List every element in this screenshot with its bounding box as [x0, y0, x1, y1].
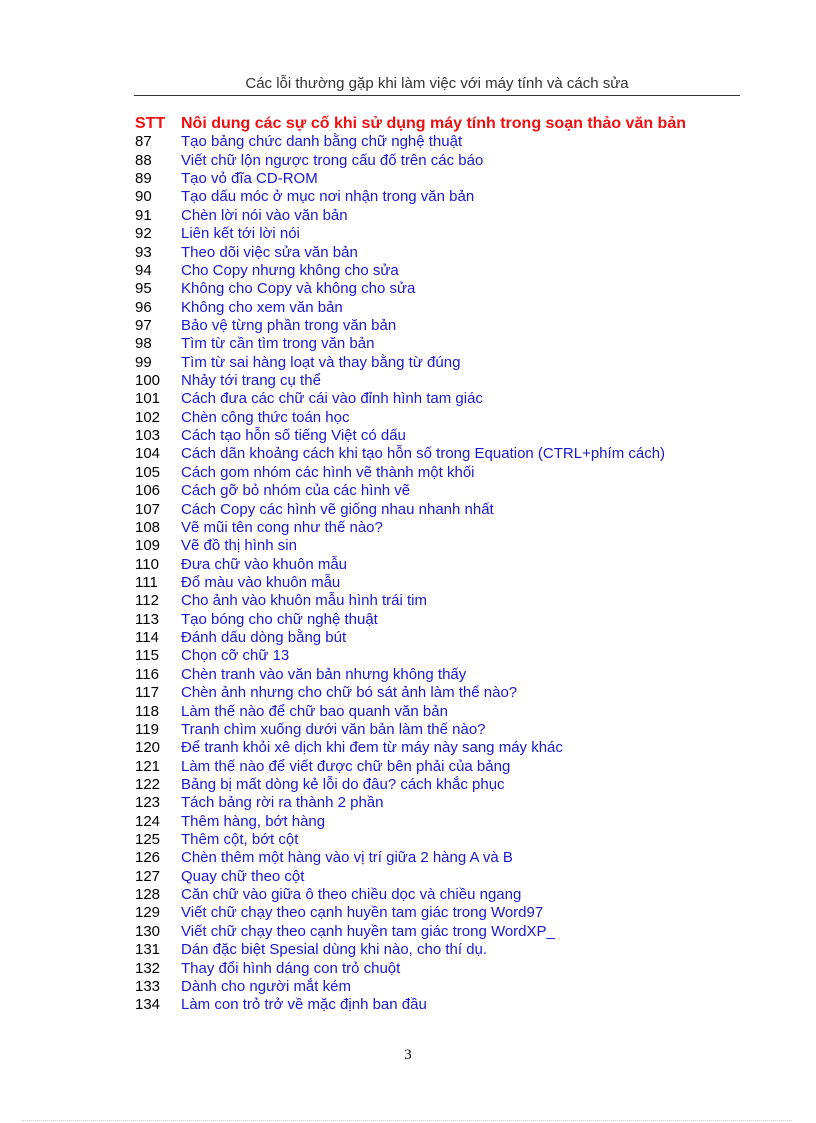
row-text: Viết chữ chạy theo cạnh huyền tam giác trong WordXP_	[181, 922, 555, 940]
table-row	[135, 519, 755, 537]
row-text: Không cho Copy và không cho sửa	[181, 280, 416, 298]
row-number: 127	[135, 867, 161, 885]
row-text: Tách bảng rời ra thành 2 phần	[181, 794, 384, 812]
table-row	[135, 813, 755, 831]
table-row	[135, 409, 755, 427]
header-rule	[134, 95, 740, 96]
row-number: 125	[135, 831, 161, 849]
row-text: Tạo vỏ đĩa CD-ROM	[181, 170, 318, 188]
row-number: 119	[135, 720, 159, 738]
row-text: Chèn tranh vào văn bản nhưng không thấy	[181, 665, 467, 683]
row-text: Căn chữ vào giữa ô theo chiều dọc và chiều ngang	[181, 886, 522, 904]
row-number: 104	[135, 445, 161, 463]
row-text: Vẽ mũi tên cong như thế nào?	[181, 518, 383, 536]
table-row	[135, 317, 755, 335]
table-row	[135, 299, 755, 317]
row-text: Chèn ảnh nhưng cho chữ bó sát ảnh làm thế nào?	[181, 684, 518, 702]
table-row	[135, 960, 755, 978]
row-text: Chèn thêm một hàng vào vị trí giữa 2 hàng A và B	[181, 849, 513, 867]
table-row	[135, 152, 755, 170]
row-text: Cho ảnh vào khuôn mẫu hình trái tim	[181, 592, 427, 610]
row-number: 117	[135, 684, 159, 702]
row-number: 108	[135, 518, 161, 536]
row-text: Tạo dấu móc ở mục nơi nhận trong văn bản	[181, 188, 475, 206]
row-number: 129	[135, 904, 161, 922]
column-header-stt: STT	[135, 115, 166, 132]
table-row	[135, 445, 755, 463]
table-rows	[135, 133, 755, 1014]
row-text: Bảo vệ từng phần trong văn bản	[181, 316, 397, 334]
row-text: Viết chữ chạy theo cạnh huyền tam giác trong Word97	[181, 904, 544, 922]
row-text: Cách Copy các hình vẽ giống nhau nhanh nhất	[181, 500, 494, 518]
row-text: Để tranh khỏi xê dịch khi đem từ máy này sang máy khác	[181, 739, 563, 757]
row-text: Làm thế nào để chữ bao quanh văn bản	[181, 702, 448, 720]
row-text: Chèn công thức toán học	[181, 408, 350, 426]
page-bottom-border	[22, 1120, 792, 1121]
row-text: Dành cho người mắt kém	[181, 977, 351, 995]
table-row	[135, 647, 755, 665]
row-number: 103	[135, 427, 161, 445]
table-row	[135, 427, 755, 445]
row-number: 91	[135, 206, 152, 224]
row-text: Tạo bảng chức danh bằng chữ nghệ thuật	[181, 133, 463, 151]
row-number: 113	[135, 610, 159, 628]
row-number: 112	[135, 592, 159, 610]
table-row	[135, 611, 755, 629]
row-number: 98	[135, 335, 152, 353]
row-number: 92	[135, 225, 152, 243]
table-row	[135, 703, 755, 721]
table-row	[135, 537, 755, 555]
row-number: 124	[135, 812, 161, 830]
row-number: 90	[135, 188, 152, 206]
table-row	[135, 207, 755, 225]
table-row	[135, 758, 755, 776]
row-number: 97	[135, 316, 152, 334]
table-row	[135, 244, 755, 262]
row-number: 89	[135, 170, 152, 188]
table-row	[135, 739, 755, 757]
table-row	[135, 868, 755, 886]
table-row	[135, 372, 755, 390]
table-row	[135, 464, 755, 482]
contents-table	[135, 115, 755, 1015]
table-row	[135, 996, 755, 1014]
table-row	[135, 335, 755, 353]
row-number: 110	[135, 555, 159, 573]
row-number: 128	[135, 886, 161, 904]
table-row	[135, 188, 755, 206]
row-text: Làm con trỏ trở về mặc định ban đầu	[181, 996, 427, 1014]
table-row	[135, 390, 755, 408]
row-text: Thêm cột, bớt cột	[181, 831, 299, 849]
row-number: 133	[135, 977, 161, 995]
table-row	[135, 978, 755, 996]
row-number: 106	[135, 482, 161, 500]
row-text: Đổ màu vào khuôn mẫu	[181, 573, 341, 591]
row-text: Cách đưa các chữ cái vào đỉnh hình tam giác	[181, 390, 483, 408]
page-number: 3	[404, 1047, 412, 1063]
row-number: 105	[135, 463, 161, 481]
row-number: 114	[135, 629, 159, 647]
row-text: Không cho xem văn bản	[181, 298, 343, 316]
row-number: 109	[135, 537, 161, 555]
row-number: 93	[135, 243, 152, 261]
table-row	[135, 482, 755, 500]
row-text: Cách gỡ bỏ nhóm của các hình vẽ	[181, 482, 411, 500]
row-text: Cho Copy nhưng không cho sửa	[181, 261, 399, 279]
table-row	[135, 666, 755, 684]
row-text: Làm thế nào để viết được chữ bên phải của bảng	[181, 757, 511, 775]
table-row	[135, 262, 755, 280]
row-text: Vẽ đồ thị hình sin	[181, 537, 297, 555]
row-number: 118	[135, 702, 159, 720]
row-text: Chèn lời nói vào văn bản	[181, 206, 348, 224]
row-text: Thêm hàng, bớt hàng	[181, 812, 326, 830]
row-text: Tạo bóng cho chữ nghệ thuật	[181, 610, 378, 628]
row-text: Đánh dấu dòng bằng bút	[181, 629, 347, 647]
row-number: 116	[135, 665, 159, 683]
table-row	[135, 592, 755, 610]
table-row	[135, 794, 755, 812]
row-number: 115	[135, 647, 159, 665]
table-row	[135, 225, 755, 243]
row-number: 102	[135, 408, 161, 426]
row-number: 123	[135, 794, 161, 812]
table-row	[135, 849, 755, 867]
row-text: Tìm từ cần tìm trong văn bản	[181, 335, 375, 353]
table-row	[135, 574, 755, 592]
running-header: Các lỗi thường gặp khi làm việc với máy tính và cách sửa	[245, 75, 629, 92]
table-row	[135, 831, 755, 849]
row-text: Theo dõi việc sửa văn bản	[181, 243, 358, 261]
table-row	[135, 556, 755, 574]
row-text: Nhảy tới trang cụ thể	[181, 372, 321, 390]
row-text: Cách dãn khoảng cách khi tạo hỗn số trong Equation (CTRL+phím cách)	[181, 445, 666, 463]
row-number: 107	[135, 500, 161, 518]
row-text: Bảng bị mất dòng kẻ lỗi do đâu? cách khắc phục	[181, 775, 505, 793]
row-number: 96	[135, 298, 152, 316]
table-row	[135, 354, 755, 372]
row-number: 120	[135, 739, 161, 757]
row-number: 87	[135, 133, 152, 151]
row-text: Tìm từ sai hàng loạt và thay bằng từ đúng	[181, 353, 461, 371]
table-row	[135, 684, 755, 702]
row-number: 130	[135, 922, 161, 940]
row-number: 101	[135, 390, 161, 408]
table-row	[135, 721, 755, 739]
table-header-row	[135, 115, 755, 133]
row-number: 121	[135, 757, 161, 775]
row-text: Thay đổi hình dáng con trỏ chuột	[181, 959, 401, 977]
row-text: Đưa chữ vào khuôn mẫu	[181, 555, 348, 573]
row-text: Viết chữ lộn ngược trong cấu đố trên các báo	[181, 151, 484, 169]
table-row	[135, 280, 755, 298]
row-number: 122	[135, 775, 161, 793]
row-number: 131	[135, 941, 161, 959]
row-text: Chọn cỡ chữ 13	[181, 647, 290, 665]
row-number: 134	[135, 996, 161, 1014]
table-row	[135, 904, 755, 922]
row-number: 100	[135, 372, 161, 390]
table-row	[135, 923, 755, 941]
row-number: 88	[135, 151, 152, 169]
row-text: Cách tạo hỗn số tiếng Việt có dấu	[181, 427, 406, 445]
table-row	[135, 886, 755, 904]
table-row	[135, 776, 755, 794]
row-number: 99	[135, 353, 152, 371]
row-text: Liên kết tới lời nói	[181, 225, 300, 243]
row-number: 126	[135, 849, 161, 867]
row-number: 94	[135, 261, 152, 279]
table-row	[135, 941, 755, 959]
row-text: Tranh chìm xuống dưới văn bản làm thế nào?	[181, 720, 486, 738]
row-text: Cách gom nhóm các hình vẽ thành một khối	[181, 463, 475, 481]
row-number: 95	[135, 280, 152, 298]
row-number: 111	[135, 573, 158, 591]
table-row	[135, 170, 755, 188]
column-header-content: Nôi dung các sự cố khi sử dụng máy tính trong soạn thảo văn bản	[181, 115, 686, 132]
table-row	[135, 629, 755, 647]
row-number: 132	[135, 959, 161, 977]
table-row	[135, 501, 755, 519]
row-text: Dán đặc biệt Spesial dùng khi nào, cho thí dụ.	[181, 941, 488, 959]
row-text: Quay chữ theo cột	[181, 867, 305, 885]
table-row	[135, 133, 755, 151]
